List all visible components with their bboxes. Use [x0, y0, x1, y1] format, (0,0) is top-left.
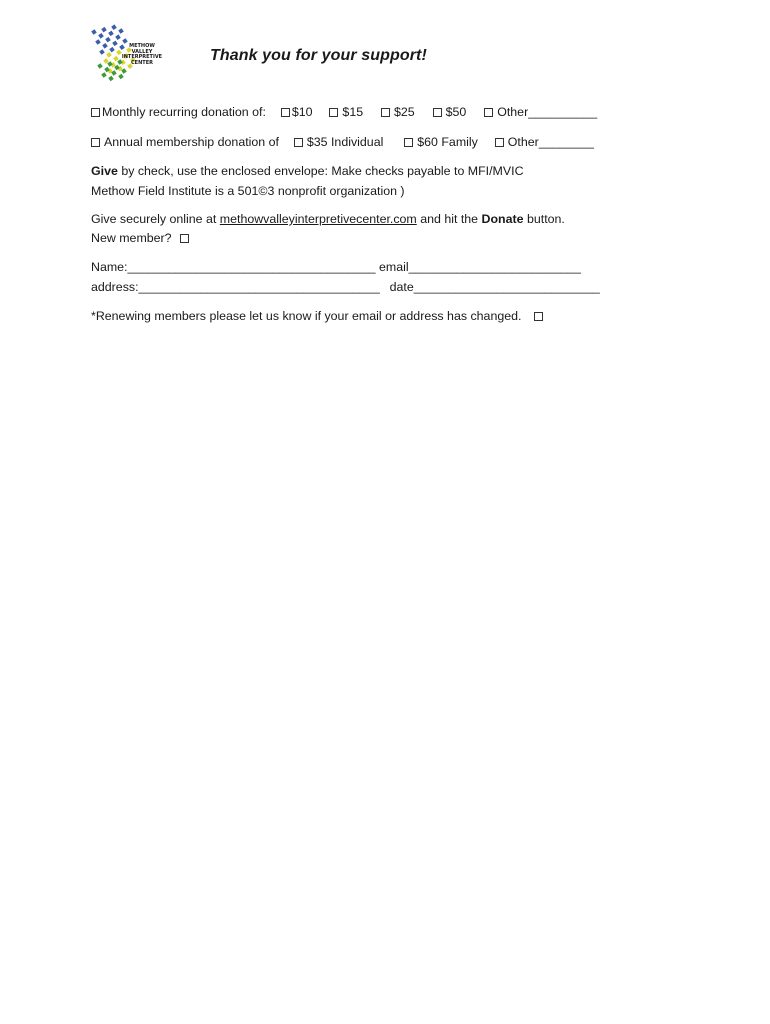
info-changed-checkbox[interactable] [534, 312, 543, 321]
thank-you-heading: Thank you for your support! [210, 47, 427, 64]
new-member-checkbox[interactable] [180, 234, 189, 243]
online-prefix: Give securely online at [91, 212, 220, 226]
annual-membership-row [91, 133, 594, 151]
name-email-line [91, 258, 581, 276]
address-field[interactable]: address:___________________________________ [91, 280, 380, 294]
monthly-15-checkbox[interactable] [329, 108, 338, 117]
monthly-donation-row [91, 103, 597, 121]
online-suffix: button. [523, 212, 565, 226]
name-field[interactable]: Name:____________________________________ [91, 260, 376, 274]
online-middle: and hit the [416, 212, 482, 226]
monthly-label: Monthly recurring donation of: [102, 105, 266, 119]
donate-word: Donate [481, 212, 524, 226]
donation-website-link[interactable]: methowvalleyinterpretivecenter.com [219, 212, 417, 226]
check-instructions-line-1 [91, 162, 524, 180]
monthly-other-checkbox[interactable] [484, 108, 493, 117]
annual-label: Annual membership donation of [104, 135, 279, 149]
monthly-option-other: Other__________ [497, 105, 598, 119]
annual-option-other: Other________ [507, 135, 594, 149]
annual-option-family: $60 Family [417, 135, 478, 149]
address-date-line [91, 278, 600, 296]
check-text: by check, use the enclosed envelope: Make checks payable to MFI/MVIC [117, 164, 524, 178]
logo-line-1: METHOW [129, 43, 155, 49]
annual-checkbox[interactable] [91, 138, 100, 147]
logo-text [118, 44, 166, 66]
annual-family-checkbox[interactable] [404, 138, 413, 147]
logo-line-2: VALLEY [131, 48, 153, 55]
date-field[interactable]: date___________________________ [389, 280, 600, 294]
check-instructions-line-2: Methow Field Institute is a 501©3 nonprofit organization ) [91, 184, 405, 198]
monthly-option-10: $10 [291, 105, 313, 119]
monthly-10-checkbox[interactable] [281, 108, 290, 117]
monthly-checkbox[interactable] [91, 108, 100, 117]
monthly-50-checkbox[interactable] [433, 108, 442, 117]
online-giving-line [91, 210, 565, 228]
monthly-option-25: $25 [394, 105, 415, 119]
new-member-line [91, 229, 191, 247]
monthly-25-checkbox[interactable] [381, 108, 390, 117]
new-member-label: New member? [91, 231, 172, 245]
email-field[interactable]: email_________________________ [379, 260, 581, 274]
mvic-logo [88, 24, 172, 86]
give-bold: Give [91, 164, 118, 178]
annual-option-individual: $35 Individual [306, 135, 384, 149]
renewing-text: *Renewing members please let us know if your email or address has changed. [91, 309, 522, 323]
logo-line-3: INTERPRETIVE [121, 54, 163, 61]
renewing-members-line [91, 307, 545, 325]
monthly-option-15: $15 [342, 105, 364, 119]
monthly-option-50: $50 [445, 105, 467, 119]
annual-other-checkbox[interactable] [495, 138, 504, 147]
annual-individual-checkbox[interactable] [294, 138, 303, 147]
logo-line-4: CENTER [131, 59, 153, 66]
